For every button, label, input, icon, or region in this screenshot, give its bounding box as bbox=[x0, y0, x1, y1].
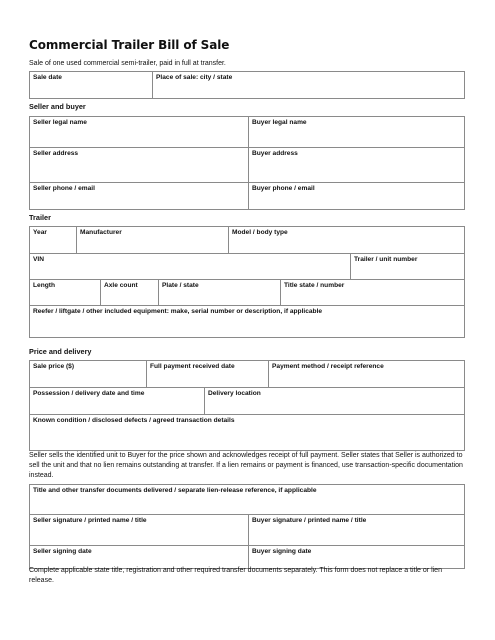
buyer-signature-field[interactable]: Buyer signature / printed name / title bbox=[248, 515, 464, 545]
model-body-type-field[interactable]: Model / body type bbox=[228, 227, 464, 253]
equipment-row bbox=[30, 305, 464, 337]
dimensions-row bbox=[30, 279, 464, 305]
seller-signing-date-field[interactable]: Seller signing date bbox=[33, 548, 92, 555]
included-equipment-field[interactable]: Reefer / liftgate / other included equipment: make, serial number or description, if applicable bbox=[33, 308, 323, 315]
buyer-legal-name-field[interactable]: Buyer legal name bbox=[248, 117, 464, 147]
title-documents-row bbox=[30, 485, 464, 514]
plate-state-field[interactable]: Plate / state bbox=[158, 280, 280, 305]
seller-buyer-heading: Seller and buyer bbox=[29, 102, 86, 111]
seller-legal-name-field[interactable]: Seller legal name bbox=[33, 119, 87, 126]
condition-row bbox=[30, 414, 464, 450]
buyer-address-field[interactable]: Buyer address bbox=[248, 148, 464, 182]
sale-info-grid bbox=[29, 71, 465, 99]
signature-row bbox=[30, 514, 464, 545]
title-documents-field[interactable]: Title and other transfer documents delivered / separate lien-release reference, if applicable bbox=[33, 487, 317, 494]
buyer-phone-email-field[interactable]: Buyer phone / email bbox=[248, 183, 464, 209]
trailer-model-row bbox=[30, 227, 464, 253]
signature-grid bbox=[29, 484, 465, 569]
full-payment-date-field[interactable]: Full payment received date bbox=[146, 361, 268, 387]
sale-info-row bbox=[30, 72, 464, 98]
payment-method-field[interactable]: Payment method / receipt reference bbox=[268, 361, 464, 387]
address-row bbox=[30, 147, 464, 182]
seller-address-field[interactable]: Seller address bbox=[33, 150, 79, 157]
payment-row bbox=[30, 361, 464, 387]
trailer-unit-number-field[interactable]: Trailer / unit number bbox=[350, 254, 464, 279]
buyer-signing-date-field[interactable]: Buyer signing date bbox=[248, 546, 464, 568]
document-title: Commercial Trailer Bill of Sale bbox=[29, 38, 230, 52]
seller-buyer-grid bbox=[29, 116, 465, 210]
intro-text: Sale of one used commercial semi-trailer, paid in full at transfer. bbox=[29, 60, 226, 67]
manufacturer-field[interactable]: Manufacturer bbox=[76, 227, 228, 253]
year-field[interactable]: Year bbox=[33, 229, 47, 236]
names-row bbox=[30, 117, 464, 147]
contact-row bbox=[30, 182, 464, 209]
known-condition-field[interactable]: Known condition / disclosed defects / agreed transaction details bbox=[33, 417, 235, 424]
sale-statement: Seller sells the identified unit to Buyer for the price shown and acknowledges receipt of full payment. Seller states that Seller is authorized to sell the unit and that no lien remains outstanding at transfer. If a lien remains or payment is financed, use transaction-specific documentation instead. bbox=[29, 452, 463, 479]
delivery-row bbox=[30, 387, 464, 414]
length-field[interactable]: Length bbox=[33, 282, 55, 289]
place-of-sale-field[interactable]: Place of sale: city / state bbox=[152, 72, 464, 98]
trailer-grid bbox=[29, 226, 465, 338]
seller-phone-email-field[interactable]: Seller phone / email bbox=[33, 185, 95, 192]
axle-count-field[interactable]: Axle count bbox=[100, 280, 158, 305]
possession-date-field[interactable]: Possession / delivery date and time bbox=[33, 390, 145, 397]
title-state-number-field[interactable]: Title state / number bbox=[280, 280, 464, 305]
vin-row bbox=[30, 253, 464, 279]
delivery-location-field[interactable]: Delivery location bbox=[204, 388, 464, 414]
trailer-heading: Trailer bbox=[29, 213, 51, 222]
seller-signature-field[interactable]: Seller signature / printed name / title bbox=[33, 517, 147, 524]
footer-note: Complete applicable state title, registration and other required transfer documents separately. This form does not replace a title or lien release. bbox=[29, 567, 442, 584]
signing-date-row bbox=[30, 545, 464, 568]
price-delivery-grid bbox=[29, 360, 465, 451]
sale-price-field[interactable]: Sale price ($) bbox=[33, 363, 75, 370]
vin-field[interactable]: VIN bbox=[33, 256, 44, 263]
price-delivery-heading: Price and delivery bbox=[29, 347, 92, 356]
sale-date-field[interactable]: Sale date bbox=[33, 74, 62, 81]
